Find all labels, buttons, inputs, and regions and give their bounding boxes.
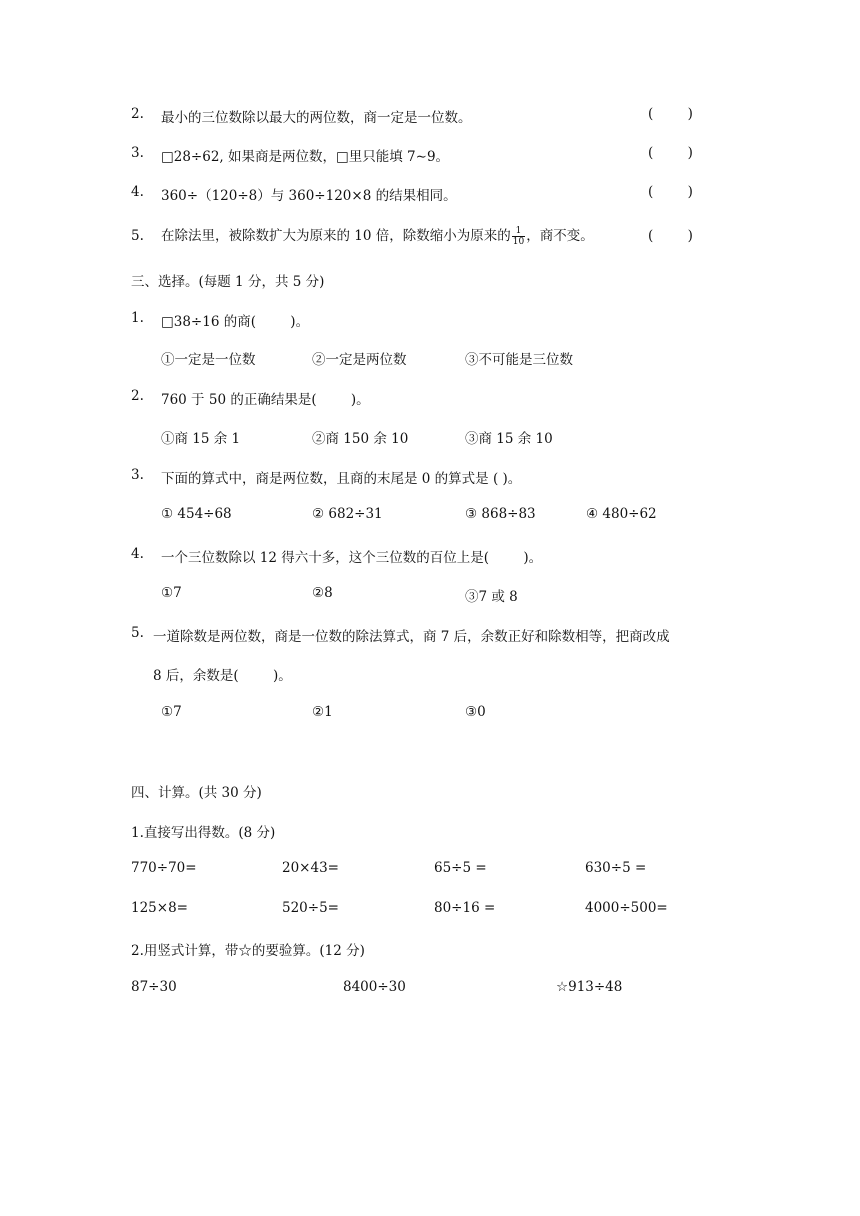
calc-item: 520÷5=	[282, 900, 339, 916]
item-number: 4.	[131, 546, 144, 562]
question-text: 一个三位数除以 12 得六十多，这个三位数的百位上是( )。	[161, 550, 543, 566]
option-1[interactable]: ① 454÷68	[161, 506, 232, 522]
answer-blank[interactable]: ( )	[648, 145, 693, 161]
section-3-title: 三、选择。(每题 1 分，共 5 分)	[131, 274, 325, 290]
question-text: 760 于 50 的正确结果是( )。	[161, 392, 370, 408]
option-3[interactable]: ③0	[465, 704, 486, 720]
item-number: 2.	[131, 388, 144, 404]
calc-item: 65÷5 =	[434, 860, 487, 876]
calc-item: ☆913÷48	[556, 979, 623, 995]
option-1[interactable]: ①商 15 余 1	[161, 431, 241, 447]
answer-blank[interactable]: ( )	[648, 106, 693, 122]
option-1[interactable]: ①7	[161, 704, 182, 720]
calc-item: 20×43=	[282, 860, 339, 876]
question-text: 下面的算式中，商是两位数，且商的末尾是 0 的算式是 ( )。	[161, 471, 522, 487]
item-text: □28÷62, 如果商是两位数，□里只能填 7∼9。	[161, 149, 450, 165]
option-1[interactable]: ①7	[161, 585, 182, 601]
option-4[interactable]: ④ 480÷62	[586, 506, 657, 522]
item-text: 在除法里，被除数扩大为原来的 10 倍，除数缩小为原来的 $\frac{1}{10}$ ，商不变。	[161, 226, 594, 247]
answer-blank[interactable]: ( )	[648, 184, 693, 200]
item-number: 3.	[131, 145, 144, 161]
calc-item: 80÷16 =	[434, 900, 496, 916]
item-number: 5.	[131, 228, 144, 244]
option-3[interactable]: ③ 868÷83	[465, 506, 536, 522]
subsection-1-title: 1.直接写出得数。(8 分)	[131, 825, 276, 841]
option-2[interactable]: ② 682÷31	[312, 506, 383, 522]
option-2[interactable]: ②一定是两位数	[312, 352, 407, 368]
option-2[interactable]: ②8	[312, 585, 333, 601]
subsection-2-title: 2.用竖式计算，带☆的要验算。(12 分)	[131, 943, 365, 959]
item-number: 5.	[131, 625, 144, 641]
answer-blank[interactable]: ( )	[648, 228, 693, 244]
item-number: 3.	[131, 467, 144, 483]
option-1[interactable]: ①一定是一位数	[161, 352, 256, 368]
calc-item: 630÷5 =	[585, 860, 647, 876]
option-2[interactable]: ②商 150 余 10	[312, 431, 409, 447]
question-text: 一道除数是两位数，商是一位数的除法算式，商 7 后，余数正好和除数相等，把商改成	[153, 629, 670, 645]
item-text: 最小的三位数除以最大的两位数，商一定是一位数。	[161, 110, 472, 126]
question-text-continued: 8 后，余数是( )。	[153, 668, 292, 684]
option-2[interactable]: ②1	[312, 704, 333, 720]
item-number: 2.	[131, 106, 144, 122]
item-number: 4.	[131, 184, 144, 200]
question-text: □38÷16 的商( )。	[161, 314, 310, 330]
option-3[interactable]: ③不可能是三位数	[465, 352, 573, 368]
option-3[interactable]: ③7 或 8	[465, 589, 518, 605]
section-4-title: 四、计算。(共 30 分)	[131, 785, 262, 801]
item-text: 360÷（120÷8）与 360÷120×8 的结果相同。	[161, 188, 457, 204]
calc-item: 125×8=	[131, 900, 188, 916]
calc-item: 770÷70=	[131, 860, 197, 876]
calc-item: 87÷30	[131, 979, 177, 995]
calc-item: 8400÷30	[343, 979, 406, 995]
calc-item: 4000÷500=	[585, 900, 668, 916]
fraction-one-tenth: $\frac{1}{10}$	[512, 226, 525, 247]
item-number: 1.	[131, 310, 144, 326]
option-3[interactable]: ③商 15 余 10	[465, 431, 553, 447]
